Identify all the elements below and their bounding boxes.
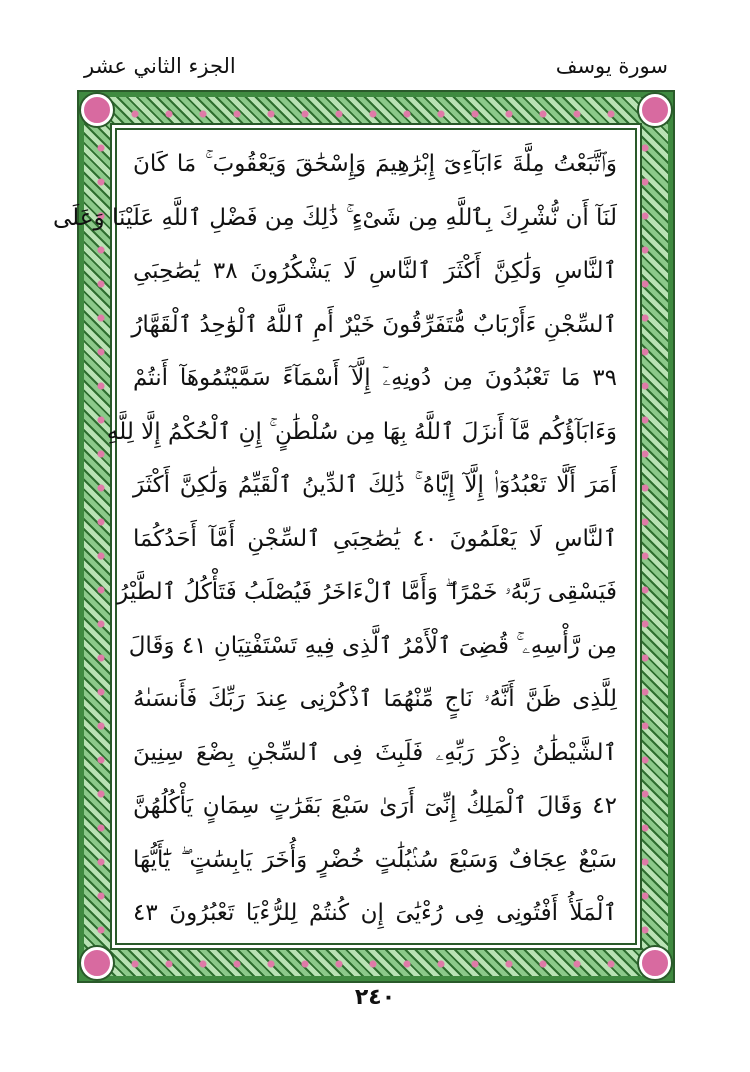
corner-flower-icon [639,94,671,126]
text-line: ٱلسِّجْنِ ءَأَرْبَابٌ مُّتَفَرِّقُونَ خَيْرٌ أَمِ ٱللَّهُ ٱلْوَٰحِدُ ٱلْقَهَّارُ [131,311,617,338]
text-line: ٤٢ وَقَالَ ٱلْمَلِكُ إِنِّىٓ أَرَىٰ سَبْعَ بَقَرَٰتٍ سِمَانٍ يَأْكُلُهُنَّ [133,793,617,819]
text-line: ٱلْمَلَأُ أَفْتُونِى فِى رُءْيَٰىَ إِن كُنتُمْ لِلرُّءْيَا تَعْبُرُونَ ٤٣ [133,900,617,926]
surah-header: سورة يوسف [555,54,668,78]
text-line: ٣٩ مَا تَعْبُدُونَ مِن دُونِهِۦٓ إِلَّآ أَسْمَآءً سَمَّيْتُمُوهَآ أَنتُمْ [133,365,617,391]
text-line: سَبْعٌ عِجَافٌ وَسَبْعَ سُنۢبُلَٰتٍ خُضْرٍ وَأُخَرَ يَابِسَٰتٍ ۖ يَٰٓأَيُّهَا [133,846,617,873]
text-line: وَءَابَآؤُكُم مَّآ أَنزَلَ ٱللَّهُ بِهَا مِن سُلْطَٰنٍ ۚ إِنِ ٱلْحُكْمُ إِلَّا لِلَّهِ [106,418,617,445]
text-line: ٱلنَّاسِ لَا يَعْلَمُونَ ٤٠ يَٰصَٰحِبَىِ ٱلسِّجْنِ أَمَّآ أَحَدُكُمَا [133,525,617,552]
corner-flower-icon [81,94,113,126]
text-line: ٱلنَّاسِ وَلَٰكِنَّ أَكْثَرَ ٱلنَّاسِ لَا يَشْكُرُونَ ٣٨ يَٰصَٰحِبَىِ [133,258,618,284]
juz-header: الجزء الثاني عشر [84,54,236,78]
corner-flower-icon [81,947,113,979]
text-line: لِلَّذِى ظَنَّ أَنَّهُۥ نَاجٍ مِّنْهُمَا ٱذْكُرْنِى عِندَ رَبِّكَ فَأَنسَىٰهُ [133,686,617,712]
corner-flower-icon [639,947,671,979]
quran-text [53,138,618,941]
text-line: مِن رَّأْسِهِۦ ۚ قُضِىَ ٱلْأَمْرُ ٱلَّذِى فِيهِ تَسْتَفْتِيَانِ ٤١ وَقَالَ [128,632,617,659]
text-line: وَٱتَّبَعْتُ مِلَّةَ ءَابَآءِىٓ إِبْرَٰهِيمَ وَإِسْحَٰقَ وَيَعْقُوبَ ۚ مَا كَانَ [133,151,617,177]
text-line: لَنَآ أَن نُّشْرِكَ بِٱللَّهِ مِن شَىْءٍ ۚ ذَٰلِكَ مِن فَضْلِ ٱللَّهِ عَلَيْنَا وَعَلَى [53,204,617,231]
page-number: ٢٤٠ [354,985,396,1010]
text-line: أَمَرَ أَلَّا تَعْبُدُوٓا۟ إِلَّآ إِيَّاهُ ۚ ذَٰلِكَ ٱلدِّينُ ٱلْقَيِّمُ وَلَٰكِنَّ أَكْثَرَ [133,472,617,498]
text-line: ٱلشَّيْطَٰنُ ذِكْرَ رَبِّهِۦ فَلَبِثَ فِى ٱلسِّجْنِ بِضْعَ سِنِينَ [133,739,617,766]
text-line: فَيَسْقِى رَبَّهُۥ خَمْرًا ۖ وَأَمَّا ٱلْءَاخَرُ فَيُصْلَبُ فَتَأْكُلُ ٱلطَّيْرُ [117,579,617,605]
